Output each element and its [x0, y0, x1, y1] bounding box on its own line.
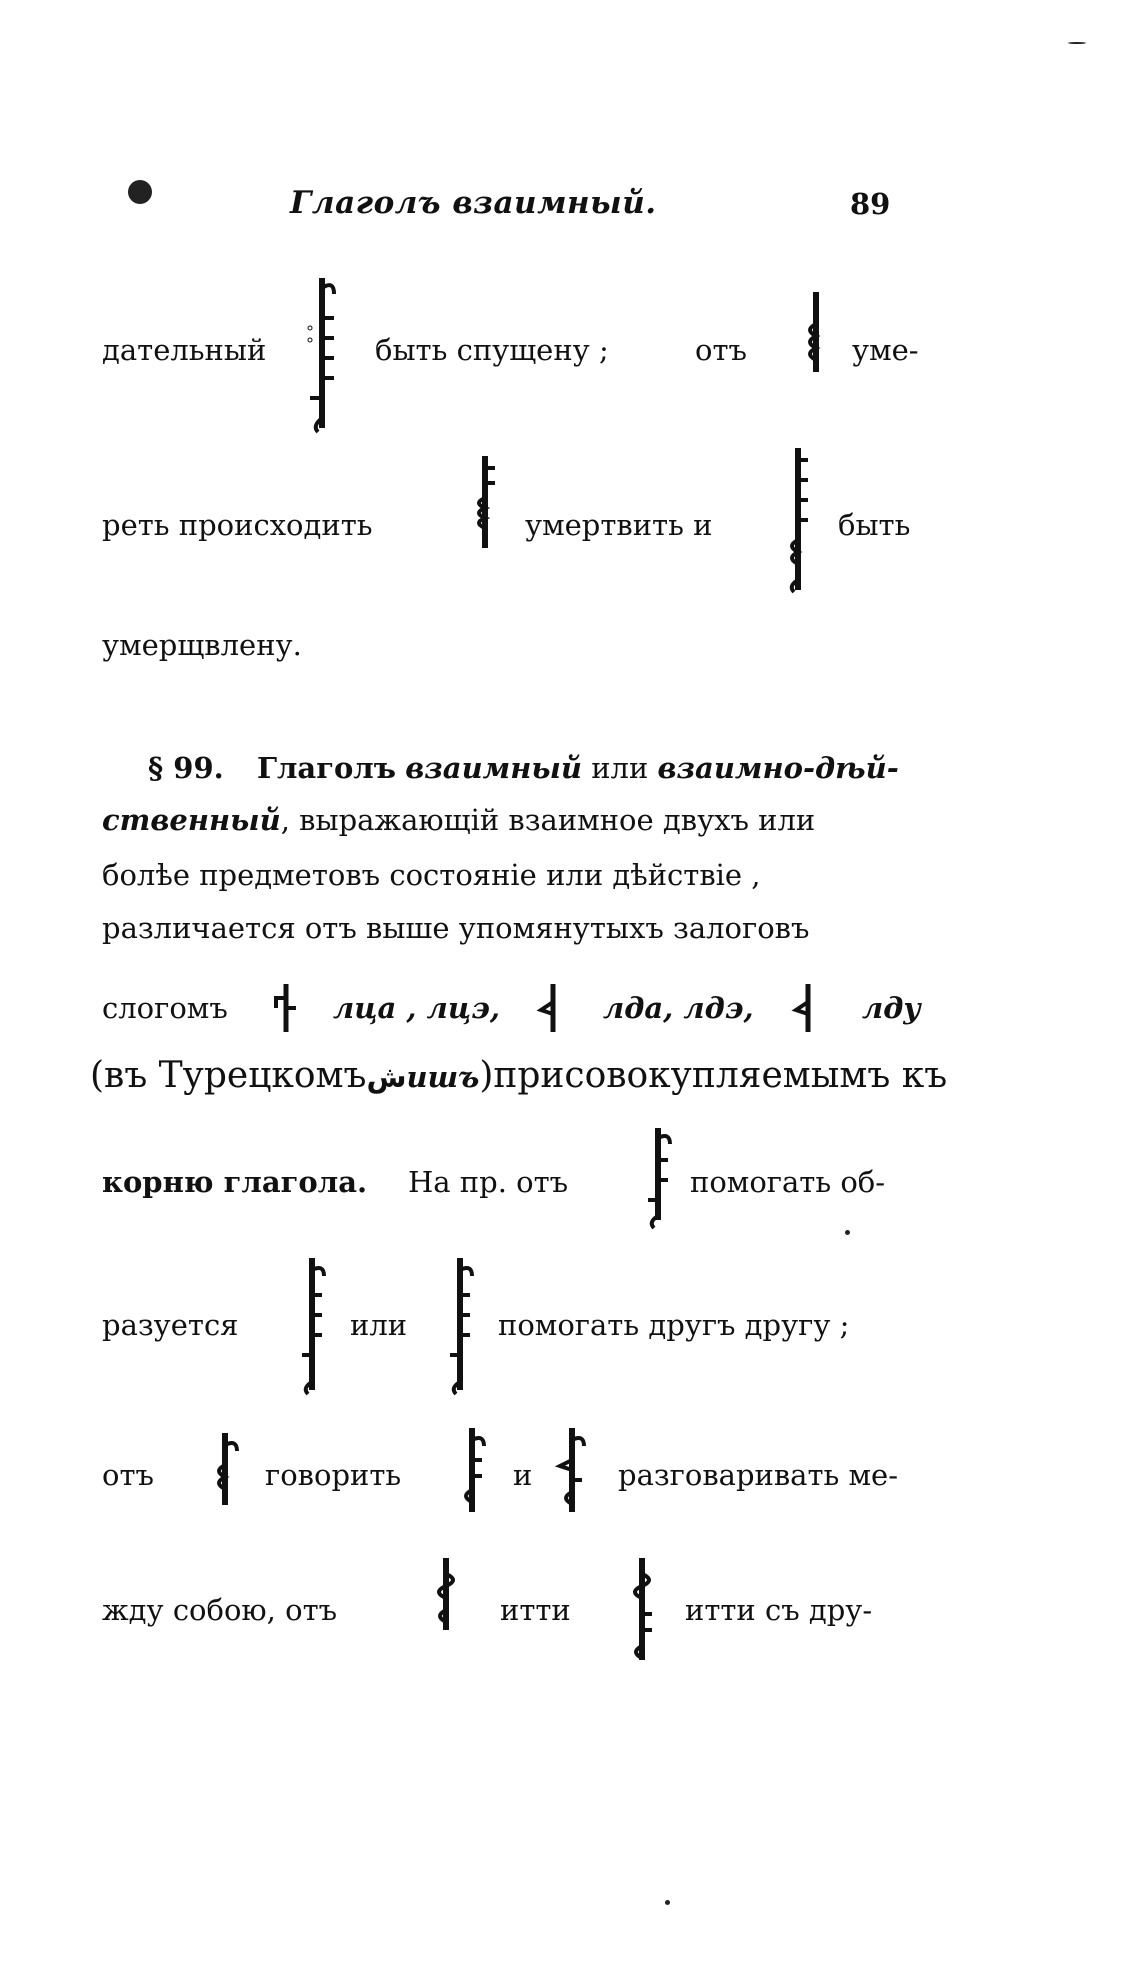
mongolian-script-icon: [622, 1550, 662, 1670]
word: уме-: [852, 333, 919, 367]
word: лца , лцэ,: [333, 991, 500, 1025]
word: различается отъ выше упомянутыхъ залоговъ: [102, 911, 810, 945]
mongolian-suffix-icon: [268, 978, 304, 1038]
mongolian-suffix-icon: [535, 978, 571, 1038]
word: разговаривать ме-: [618, 1458, 899, 1492]
scan-speck: [1068, 42, 1086, 44]
mongolian-script-icon: [798, 284, 834, 380]
mongolian-script-icon: [465, 448, 505, 558]
word: итти: [500, 1593, 571, 1627]
text-line-3: [102, 625, 940, 665]
mongolian-script-icon: [638, 1120, 678, 1230]
word: ственный: [102, 803, 281, 837]
text-line-12d: [618, 1455, 940, 1495]
word: слогомъ: [102, 991, 228, 1025]
word: лда, лдэ,: [603, 991, 754, 1025]
word: )присовокупляемымъ къ: [479, 1055, 948, 1096]
word: или: [350, 1308, 408, 1342]
mongolian-suffix-icon: [790, 978, 826, 1038]
word: умертвить и: [525, 508, 713, 542]
word: говорить: [265, 1458, 402, 1492]
section-mark: § 99.: [148, 751, 224, 785]
word: , выражающій взаимное двухъ или: [280, 803, 816, 837]
word: отъ: [102, 1458, 154, 1492]
word: разуется: [102, 1308, 239, 1342]
text-line-4: [148, 748, 940, 788]
text-line-5: [102, 800, 940, 840]
mongolian-script-icon: [552, 1420, 592, 1520]
mongolian-script-icon: [426, 1550, 466, 1640]
word: ишъ: [406, 1060, 480, 1094]
text-line-1d: [852, 330, 940, 370]
text-line-10c: [690, 1162, 940, 1202]
text-line-9: [90, 1055, 948, 1097]
text-line-8d: [862, 988, 940, 1028]
word: Глаголъ: [256, 751, 397, 785]
word: взаимно-дѣй-: [657, 751, 899, 785]
word: отъ: [695, 333, 747, 367]
word: помогать другъ другу ;: [498, 1308, 850, 1342]
word: (въ Турецкомъ: [90, 1055, 367, 1096]
word: болѣе предметовъ состояніе или дѣйствіе ,: [102, 858, 761, 892]
text-line-2c: [838, 505, 940, 545]
arabic-letter: ش: [366, 1060, 407, 1094]
mongolian-script-icon: [290, 1250, 334, 1400]
word: лду: [862, 991, 921, 1025]
scan-speck: [845, 1230, 850, 1235]
text-line-7: [102, 908, 940, 948]
text-line-11c: [498, 1305, 940, 1345]
mongolian-script-icon: [300, 268, 344, 438]
word: корню глагола.: [102, 1165, 368, 1199]
word: или: [591, 751, 649, 785]
word: быть: [838, 508, 911, 542]
word: быть спущену ;: [375, 333, 609, 367]
scan-speck: [665, 1900, 670, 1905]
word: помогать об-: [690, 1165, 886, 1199]
word: умерщвлену.: [102, 628, 302, 662]
word: взаимный: [405, 751, 582, 785]
mongolian-script-icon: [452, 1420, 492, 1520]
word: На пр. отъ: [408, 1165, 569, 1199]
mongolian-script-icon: [205, 1425, 245, 1515]
text-line-13c: [685, 1590, 940, 1630]
mongolian-script-icon: [778, 440, 818, 600]
word: итти съ дру-: [685, 1593, 873, 1627]
word: дательный: [102, 333, 267, 367]
word: и: [513, 1458, 533, 1492]
word: реть происходить: [102, 508, 373, 542]
mongolian-script-icon: [438, 1250, 482, 1400]
text-line-6: [102, 855, 940, 895]
running-title: Глаголъ взаимный.: [290, 185, 657, 221]
ink-blot: [128, 180, 152, 204]
word: жду собою, отъ: [102, 1593, 338, 1627]
page-number: 89: [850, 187, 891, 221]
